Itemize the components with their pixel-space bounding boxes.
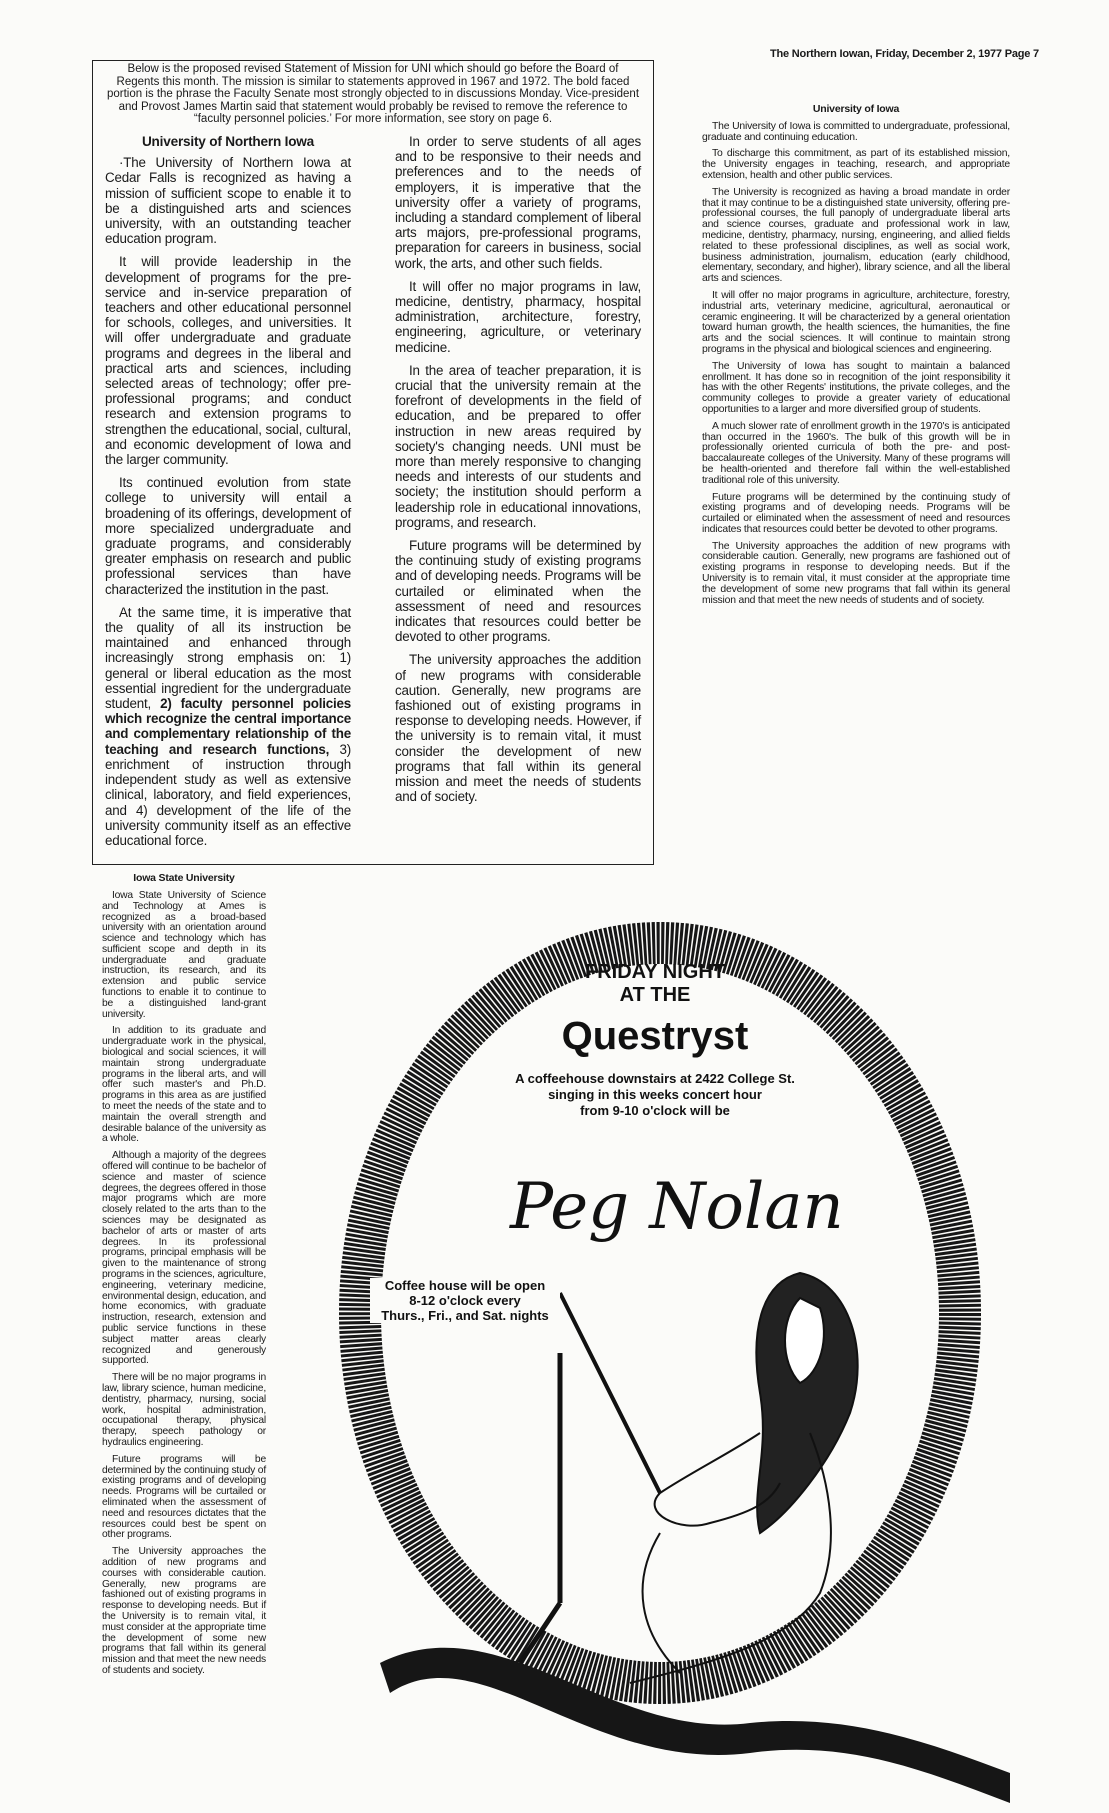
paragraph: To discharge this commitment, as part of its established mission, the University engages in teaching, research, and appropriate extension, health and other public services. <box>702 148 1010 181</box>
paragraph: In the area of teacher preparation, it is crucial that the university remain at the forefront of developments in the field of education, and be prepared to offer instruction in new areas required by society's changing needs. UNI must be more than merely responsive to changing needs and interests of our students and society; the institution should perform a leadership role in educational innovations, programs, and research. <box>395 362 641 530</box>
ad-line2: AT THE <box>619 984 691 1007</box>
ad-hours <box>370 1278 560 1323</box>
iowa-state-column <box>102 873 266 1683</box>
text: At the same time, it is imperative that the quality of all its instruction be maintained and enhanced through increasingly strong emphasis on: 1) general or liberal education as the most essential ingredient for the undergraduate student, <box>105 604 351 712</box>
ad-sub2: singing in this weeks concert hour <box>548 1087 762 1103</box>
bottom-section <box>102 873 1109 1813</box>
questryst-advertisement <box>330 873 1030 1813</box>
paragraph: The University is recognized as having a broad mandate in order that it may continue to be a distinguished state university, offering pre-professional courses, the full panoply of undergraduate liberal arts and science courses, graduate and professional work in law, medicine, dentistry, pharmacy, nursing, engineering, and allied fields related to these professional disciplines, as well as social work, business administration, journalism, education (early childhood, elementary, secondary, and higher), library science, and all the liberal arts and sciences. <box>702 186 1010 285</box>
uni-column-left <box>105 134 351 856</box>
ad-line1: FRIDAY NIGHT <box>584 961 726 984</box>
uni-heading: University of Northern Iowa <box>141 133 315 149</box>
top-section <box>92 60 1109 865</box>
paragraph: It will offer no major programs in law, medicine, dentistry, pharmacy, hospital administration, architecture, forestry, engineering, agriculture, or veterinary medicine. <box>395 278 641 355</box>
bold-faced-phrase: 2) faculty personnel policies which recognize the central importance and complementary relationship of the teaching and research functions, <box>105 696 351 757</box>
performer-signature: Peg Nolan <box>510 1170 844 1245</box>
ad-headline <box>540 961 770 1007</box>
paragraph: Although a majority of the degrees offered will continue to be bachelor of science and master of science degrees, the degrees offered in those major programs which are more closely related to the arts than to the sciences may be designated as bachelor of arts or master of arts degrees. In its professional programs, principal emphasis will be given to the maintenance of strong programs in the sciences, agriculture, engineering, veterinary medicine, environmental design, education, and home economics, with graduate instruction, research, extension and public service functions in these subject matter areas clearly recognized and generously supported. <box>102 1150 266 1367</box>
paragraph <box>105 605 351 848</box>
paragraph: It will provide leadership in the development of programs for the pre-service and in-service preparation of teachers and other educational personnel for schools, colleges, and universities. It will offer undergraduate and graduate programs and degrees in the liberal and practical arts and sciences, including selected areas of technology; offer pre-professional programs; and conduct research and extension programs to strengthen the educational, social, cultural, and economic development of Iowa and the larger community. <box>105 254 351 468</box>
paragraph: The University approaches the addition of new programs with considerable caution. Generally, new programs are fashioned out of existing programs in response to developing needs. But if the University is to remain vital, it must consider at the appropriate time the development of some new programs that fall within its general mission and that meet the new needs of students and of society. <box>702 540 1010 606</box>
ad-hours2: 8-12 o'clock every <box>409 1293 521 1309</box>
ad-sub1: A coffeehouse downstairs at 2422 College St. <box>515 1071 795 1087</box>
mission-statement-box <box>92 60 654 865</box>
ad-hours1: Coffee house will be open <box>384 1278 546 1294</box>
text: 3) enrichment of instruction through independent study as well as extensive clinical, laboratory, and field experiences, and 4) development of the life of the university community itself as an effective educational force. <box>105 741 352 848</box>
paragraph: Future programs will be determined by the continuing study of existing programs and of developing needs. Programs will be curtailed or eliminated when the assessment of need and resources dictates that the resources could best be spent on other programs. <box>102 1453 266 1541</box>
paragraph: There will be no major programs in law, library science, human medicine, dentistry, pharmacy, nursing, social work, hospital administration, occupational therapy, physical therapy, speech pathology or hydraulics engineering. <box>102 1372 266 1448</box>
paragraph: Iowa State University of Science and Technology at Ames is recognized as a broad-based university with an orientation around science and technology which has sufficient scope and depth in its undergraduate and graduate instruction, its research, and its extension and public service functions to enable it to continue to be a distinguished land-grant university. <box>102 889 266 1020</box>
isu-heading: Iowa State University <box>133 872 235 885</box>
paragraph: In order to serve students of all ages and to be responsive to their needs and preferences and to the needs of employers, it is imperative that the university offer a variety of programs, including a standard complement of liberal arts majors, pre-professional programs, preparation for careers in business, social work, the arts, and other such fields. <box>395 133 641 271</box>
paragraph: The University of Iowa is committed to undergraduate, professional, graduate and continuing education. <box>702 120 1010 143</box>
university-of-iowa-column <box>702 104 1010 612</box>
ad-subtext <box>480 1071 830 1119</box>
paragraph: Future programs will be determined by the continuing study of existing programs and of developing needs. Programs will be curtailed or eliminated when the assessment of need and resources indicates that resources could better be devoted to other programs. <box>702 491 1010 535</box>
uni-column-right <box>395 134 641 856</box>
venue-name: Questryst <box>561 1014 749 1059</box>
paragraph: A much slower rate of enrollment growth in the 1970's is anticipated than occurred in the 1960's. The bulk of this growth will be in professionally oriented curricula of both the pre- and post-baccalaureate colleges of the University. Many of these programs will be health-oriented and therefore fall within the well-established traditional role of this university. <box>702 420 1010 486</box>
ad-hours3: Thurs., Fri., and Sat. nights <box>381 1308 549 1324</box>
masthead: The Northern Iowan, Friday, December 2, 1977 Page 7 <box>770 48 1039 60</box>
paragraph: Its continued evolution from state college to university will entail a broadening of its offerings, development of more specialized undergraduate and graduate programs, and considerably greater emphasis on research and public professional services than have characterized the institution in the past. <box>105 475 351 597</box>
ad-sub3: from 9-10 o'clock will be <box>580 1103 730 1119</box>
paragraph: Future programs will be determined by the continuing study of existing programs and of developing needs. Programs will be curtailed or eliminated when the assessment of need and resources indicates that resources could better be devoted to other programs. <box>395 538 641 645</box>
editor-note: Below is the proposed revised Statement of Mission for UNI which should go before the Board of Regents this month. The mission is similar to statements approved in 1967 and 1972. The bold faced portion is the phrase the Faculty Senate most strongly objected to in discussions Monday. Vice-president and Provost James Martin said that statement would probably be revised to remove the reference to “faculty personnel policies.’ For more information, see story on page 6. <box>106 63 640 126</box>
paragraph: The University approaches the addition of new programs and courses with considerable caution. Generally, new programs are fashioned out of existing programs in response to developing needs. But if the University is to remain vital, it must consider at the appropriate time the development of some new programs that fall within its general mission and that meet the new needs of students and society. <box>102 1546 266 1676</box>
paragraph: The University of Iowa has sought to maintain a balanced enrollment. It has done so in recognition of the joint responsibility it has with the other Regents' institutions, the private colleges, and the community colleges to provide a greater variety of educational opportunities to a larger and more diversified group of students. <box>702 360 1010 415</box>
paragraph: It will offer no major programs in agriculture, architecture, forestry, industrial arts, veterinary medicine, agricultural, aeronautical or ceramic engineering. It will be characterized by a general orientation toward human growth, the health sciences, the humanities, the fine arts and the social sciences. It will continue to maintain strong programs in the physical and biological sciences and engineering. <box>702 289 1010 355</box>
uni-columns <box>105 134 641 856</box>
paragraph: ·The University of Northern Iowa at Cedar Falls is recognized as having a mission of sufficient scope to enable it to be a distinguished arts and sciences university, with an outstanding teacher education program. <box>105 155 351 247</box>
paragraph: In addition to its graduate and undergraduate work in the physical, biological and social sciences, it will maintain strong undergraduate programs in the liberal arts, and will offer such master's and Ph.D. programs in this area as are justified to meet the needs of the state and to maintain the overall strength and desirable balance of the university as a whole. <box>102 1025 266 1145</box>
paragraph: The university approaches the addition of new programs with considerable caution. Generally, new programs are fashioned out of existing programs in response to developing needs. However, if the university is to remain vital, it must consider the development of new programs that fall within its general mission and meet the needs of students and of society. <box>395 652 641 805</box>
ui-heading: University of Iowa <box>812 103 900 115</box>
